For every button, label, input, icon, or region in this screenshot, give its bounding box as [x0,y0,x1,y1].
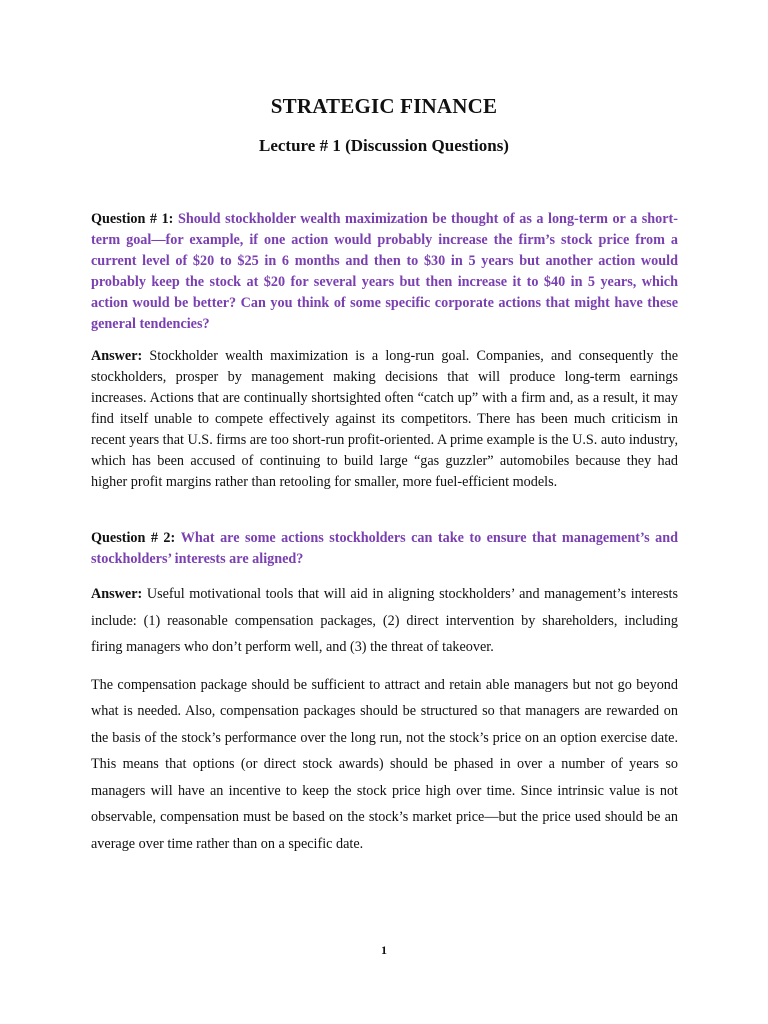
question-2-text: What are some actions stockholders can take to ensure that management’s and stockholders’ interests are aligned? [91,530,679,567]
answer-2-text: Useful motivational tools that will aid in aligning stockholders’ and management’s interests include: (1) reasonable compensation packages, (2) direct intervention by shareholders, including firing managers who don’t perform well, and (3) the threat of takeover. [91,586,679,655]
question-1 [91,209,678,335]
answer-1 [91,346,678,493]
question-1-text: Should stockholder wealth maximization be thought of as a long-term or a short-term goal—for example, if one action would probably increase the firm’s stock price from a current level of $20 to $25 in 6 months and then to $30 in 5 years but another action would probably keep the stock at $20 for several years but then increase it to $40 in 5 years, which action would be better? Can you think of some specific corporate actions that might have these general tendencies? [91,211,679,332]
answer-2-label: Answer: [91,586,143,602]
question-1-label: Question # 1: [91,211,174,227]
document-title: STRATEGIC FINANCE [270,94,498,118]
document-body [91,209,678,857]
answer-1-text: Stockholder wealth maximization is a long-run goal. Companies, and consequently the stockholders, prosper by management making decisions that will produce long-term earnings increases. Actions that are continually shortsighted often “catch up” with a firm and, as a result, it may find itself unable to compete effectively against its competitors. There has been much criticism in recent years that U.S. firms are too short-run profit-oriented. A prime example is the U.S. auto industry, which has been accused of continuing to build large “gas guzzler” automobiles because they had higher profit margins rather than retooling for smaller, more fuel-efficient models. [91,348,678,490]
question-2 [91,528,678,570]
answer-1-label: Answer: [91,348,143,364]
answer-2 [91,581,678,661]
document-subtitle: Lecture # 1 (Discussion Questions) [259,136,509,155]
answer-2-paragraph-2: The compensation package should be sufficient to attract and retain able managers but not go beyond what is needed. Also, compensation packages should be structured so that managers are rewarded on the basis of the stock’s performance over the long run, not the stock’s price on an option exercise date. This means that options (or direct stock awards) should be phased in over a number of years so managers will have an incentive to keep the stock price high over time. Since intrinsic value is not observable, compensation must be based on the stock’s market price—but the price used should be an average over time rather than on a specific date. [91,676,678,852]
page-number: 1 [381,943,387,957]
question-2-label: Question # 2: [91,530,176,546]
